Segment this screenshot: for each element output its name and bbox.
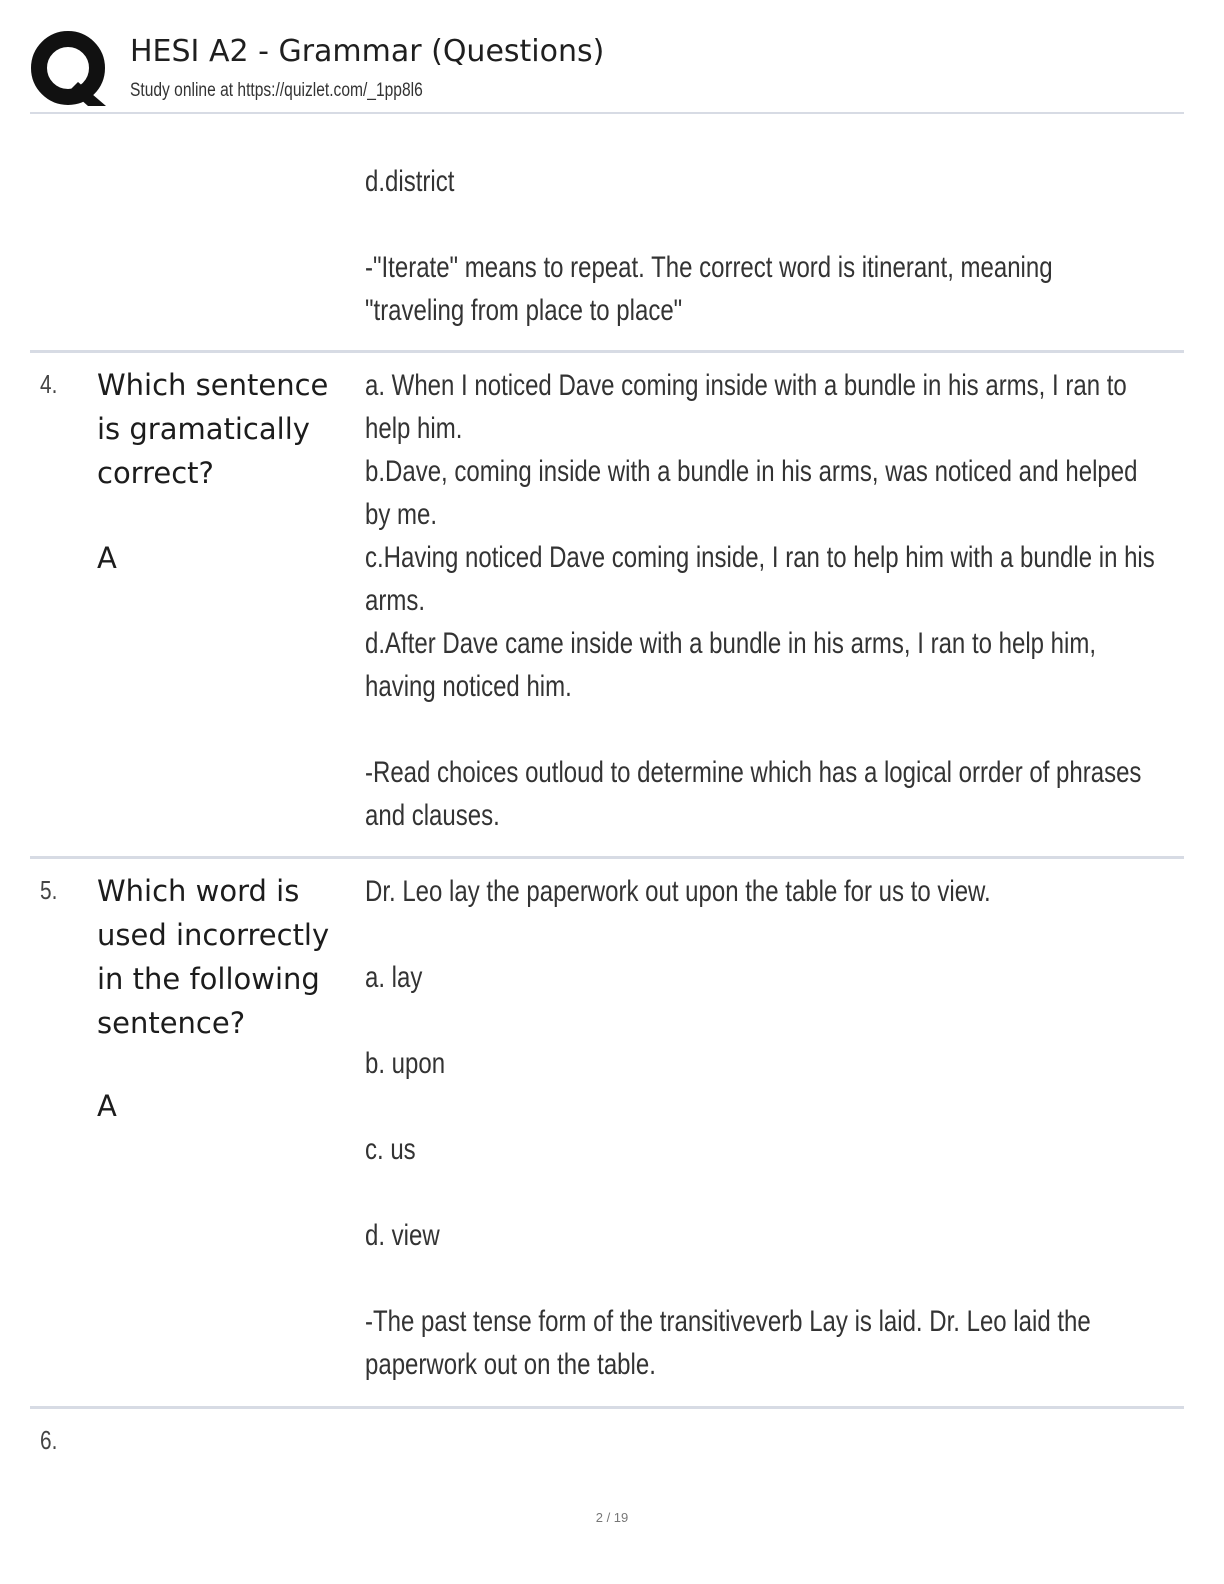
option-a: a. lay bbox=[365, 961, 423, 994]
option-text: d.district bbox=[365, 165, 455, 198]
question-number: 5. bbox=[40, 875, 58, 905]
explanation-text: -The past tense form of the transitiveverb Lay is laid. Dr. Leo laid the paperwork out on the table. bbox=[365, 1305, 1091, 1381]
option-a: a. When I noticed Dave coming inside with a bundle in his arms, I ran to help him. bbox=[365, 369, 1127, 445]
option-c: c. us bbox=[365, 1133, 416, 1166]
question-3-continuation bbox=[30, 114, 1184, 353]
page-header bbox=[30, 28, 1184, 114]
explanation-text: -"Iterate" means to repeat. The correct word is itinerant, meaning "traveling from place to place" bbox=[365, 251, 1053, 327]
quizlet-q-logo-icon bbox=[30, 30, 110, 110]
answer-letter: A bbox=[97, 541, 117, 575]
document-title: HESI A2 - Grammar (Questions) bbox=[130, 34, 605, 69]
option-c: c.Having noticed Dave coming inside, I ran to help him with a bundle in his arms. bbox=[365, 541, 1155, 617]
question-number: 6. bbox=[40, 1425, 58, 1455]
option-b: b. upon bbox=[365, 1047, 446, 1080]
page-number: 2 / 19 bbox=[595, 1510, 629, 1525]
explanation-text: -Read choices outloud to determine which has a logical orrder of phrases and clauses. bbox=[365, 756, 1142, 832]
question-row-5 bbox=[30, 859, 1184, 1409]
answer-letter: A bbox=[97, 1089, 117, 1123]
option-d: d. view bbox=[365, 1219, 440, 1252]
option-d: d.After Dave came inside with a bundle in his arms, I ran to help him, having noticed him. bbox=[365, 627, 1097, 703]
question-sentence: Dr. Leo lay the paperwork out upon the table for us to view. bbox=[365, 875, 991, 908]
question-number: 4. bbox=[40, 369, 58, 399]
question-prompt: Which word is used incorrectly in the following sentence? bbox=[97, 874, 330, 1040]
question-row-6 bbox=[30, 1409, 1184, 1489]
study-online-link[interactable]: Study online at https://quizlet.com/_1pp8l6 bbox=[130, 80, 423, 101]
option-b: b.Dave, coming inside with a bundle in his arms, was noticed and helped by me. bbox=[365, 455, 1138, 531]
question-prompt: Which sentence is gramatically correct? bbox=[97, 368, 329, 490]
question-row-4 bbox=[30, 353, 1184, 859]
